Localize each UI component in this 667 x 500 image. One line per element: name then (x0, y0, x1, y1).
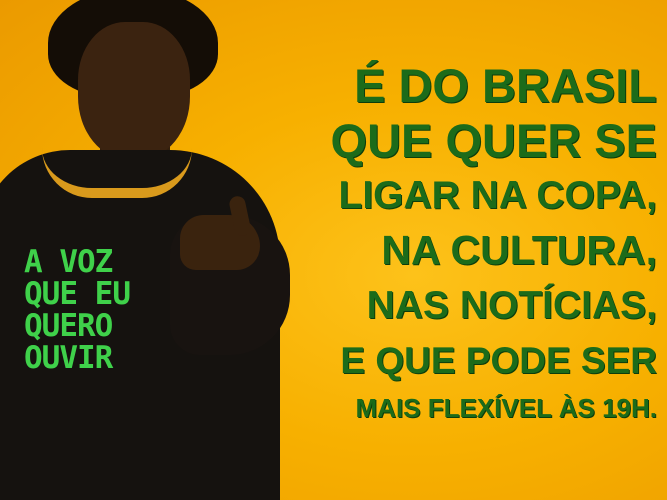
headline-line: NA CULTURA, (381, 227, 657, 273)
shirt-slogan (24, 246, 164, 374)
face-shape (78, 22, 190, 160)
headline-line: LIGAR NA COPA, (338, 174, 657, 217)
headline-line: E QUE PODE SER (340, 340, 657, 381)
shirt-line: QUE EU (24, 276, 130, 312)
shirt-line: OUVIR (24, 340, 113, 376)
shirt-line: QUERO (24, 308, 113, 344)
headline (197, 58, 657, 428)
headline-line: NAS NOTÍCIAS, (366, 284, 657, 327)
headline-line: QUE QUER SE (330, 114, 657, 167)
shirt-line: A VOZ (24, 244, 113, 280)
headline-line: MAIS FLEXÍVEL ÀS 19H. (355, 393, 657, 423)
headline-line: É DO BRASIL (354, 59, 657, 112)
